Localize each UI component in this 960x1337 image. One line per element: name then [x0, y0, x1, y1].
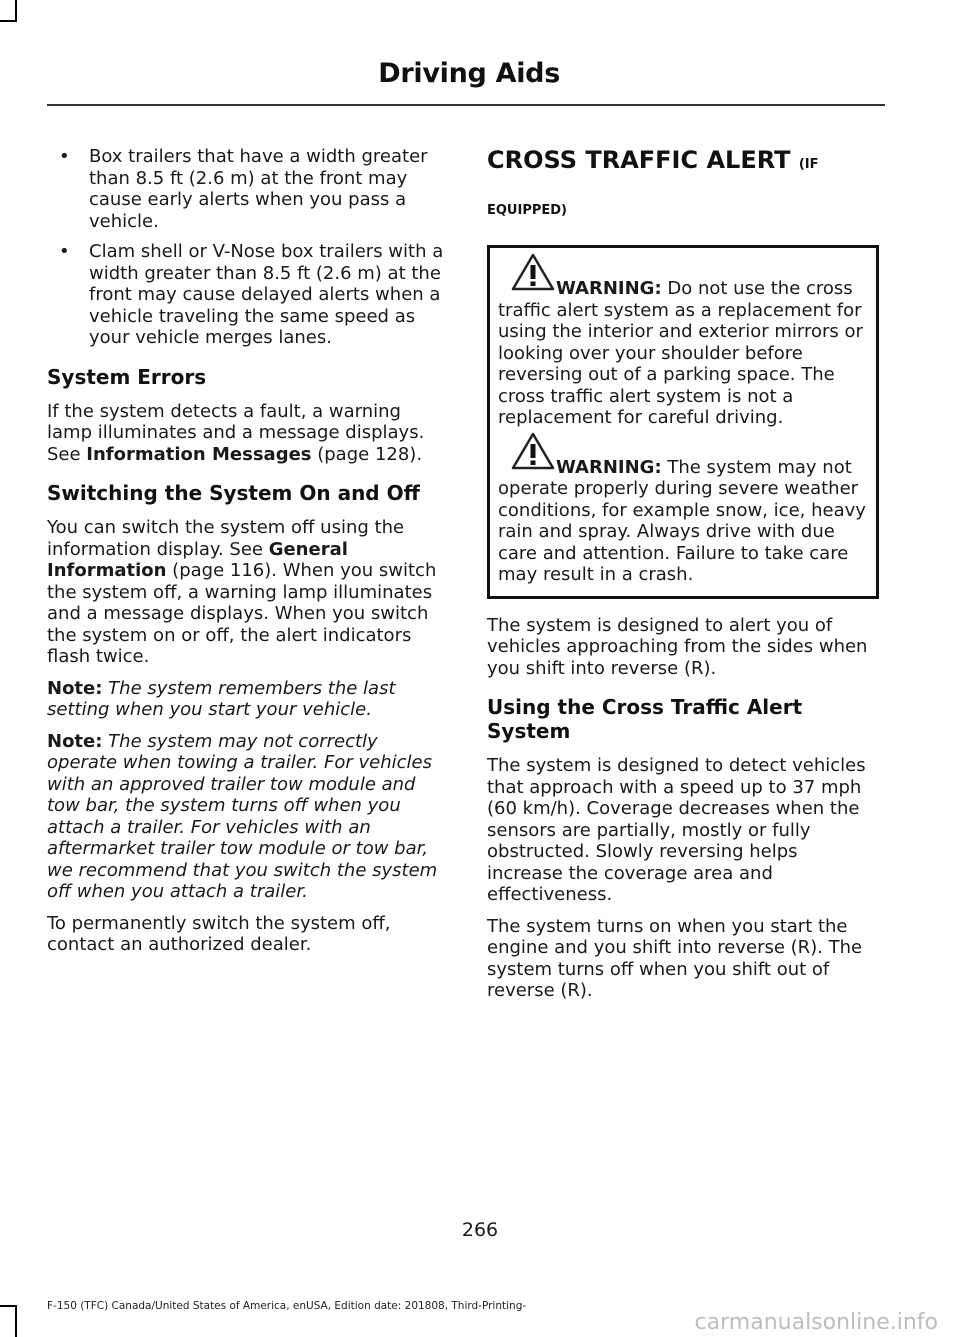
crop-mark: [0, 20, 16, 22]
note: [47, 731, 447, 903]
warning-text: WARNING: The system may not operate properly during severe weather conditions, for example snow, ice, heavy rain and spray. Always drive with due care and attention. Failure to take care may result in a crash.: [498, 456, 866, 585]
section-heading-cross-traffic: CROSS TRAFFIC ALERT (IF: [487, 146, 819, 174]
bullet-icon: •: [59, 241, 70, 262]
link-information-messages[interactable]: Information Messages: [86, 443, 312, 465]
section-heading-using: Using the Cross Traffic Alert System: [487, 695, 803, 743]
crop-mark: [0, 1305, 16, 1307]
left-column: [47, 146, 447, 966]
list-item: [47, 241, 447, 349]
bullet-icon: •: [59, 146, 70, 167]
paragraph: The system is designed to detect vehicles that approach with a speed up to 37 mph (60 km/h). Coverage decreases when the sensors are partially, mostly or fully obstructed. Slowly reversing helps increase the coverage area and effectiveness.: [487, 755, 866, 905]
bullet-text: Clam shell or V-Nose box trailers with a width greater than 8.5 ft (2.6 m) at the front may cause delayed alerts when a vehicle traveling the same speed as your vehicle merges lanes.: [89, 241, 444, 348]
warning-triangle-icon: [510, 252, 556, 292]
note: [47, 678, 447, 721]
warning: [498, 457, 868, 586]
section-heading-tag: EQUIPPED): [487, 203, 567, 218]
paragraph: The system turns on when you start the engine and you shift into reverse (R). The system turns off when you shift out of reverse (R).: [487, 915, 863, 1001]
paragraph: The system is designed to alert you of vehicles approaching from the sides when you shift into reverse (R).: [487, 614, 868, 679]
paragraph: If the system detects a fault, a warning lamp illuminates and a message displays. See Information Messages (page 128).: [47, 400, 425, 465]
note-label: Note:: [47, 677, 103, 699]
header-rule: [47, 104, 885, 106]
note-text: The system remembers the last setting when you start your vehicle.: [47, 677, 396, 720]
warning-triangle-icon: [510, 431, 556, 471]
crop-mark: [15, 0, 17, 22]
section-heading-system-errors: System Errors: [47, 364, 207, 389]
link-general-information[interactable]: General Information: [47, 538, 348, 581]
warning: [498, 278, 868, 429]
page-title: Driving Aids: [378, 58, 560, 89]
crop-mark: [15, 1305, 17, 1337]
warning-box: [487, 245, 879, 599]
note-label: Note:: [47, 730, 103, 752]
footer-text: F-150 (TFC) Canada/United States of America, enUSA, Edition date: 201808, Third-Printing-: [47, 1300, 527, 1312]
right-column: [487, 146, 879, 1012]
note-text: The system may not correctly operate when towing a trailer. For vehicles with an approved trailer tow module and tow bar, the system turns off when you attach a trailer. For vehicles with an aftermarket trailer tow module or tow bar, we recommend that you switch the system off when you attach a trailer.: [47, 730, 438, 902]
page-number: 266: [461, 1219, 499, 1241]
paragraph: You can switch the system off using the information display. See General Information (page 116). When you switch the system off, a warning lamp illuminates and a message displays. When you switch the system on or off, the alert indicators flash twice.: [47, 517, 437, 667]
bullet-text: Box trailers that have a width greater than 8.5 ft (2.6 m) at the front may cause early alerts when you pass a vehicle.: [89, 146, 428, 232]
warning-text: WARNING: Do not use the cross traffic alert system as a replacement for using the interior and exterior mirrors or looking over your shoulder before reversing out of a parking space. The cross traffic alert system is not a replacement for careful driving.: [498, 278, 863, 428]
list-item: [47, 146, 447, 232]
watermark: carmanualsonline.info: [694, 1310, 938, 1335]
paragraph: To permanently switch the system off, contact an authorized dealer.: [47, 912, 391, 955]
section-heading-switching: Switching the System On and Off: [47, 481, 420, 505]
